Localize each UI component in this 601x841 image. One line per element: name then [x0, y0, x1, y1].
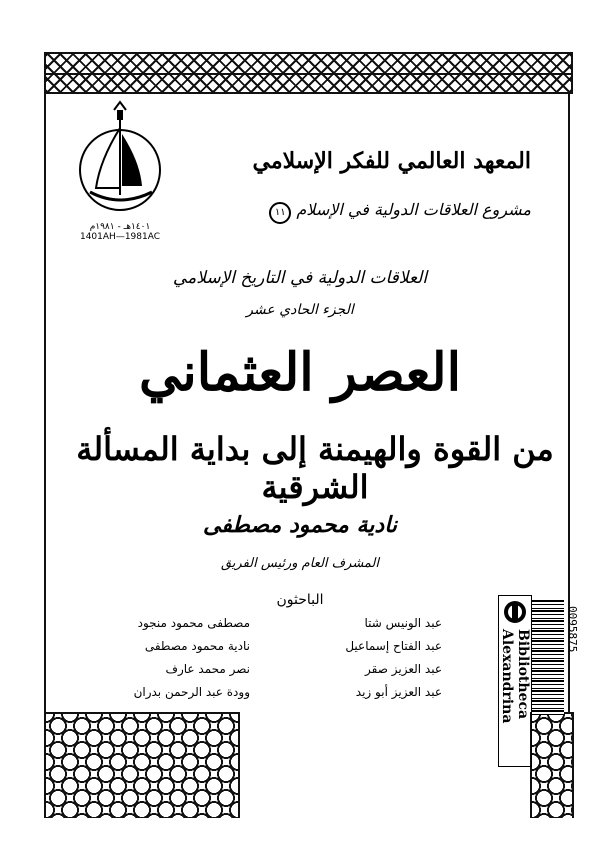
bottom-left-lattice-pattern — [44, 712, 240, 818]
logo-date-latin: 1401AH—1981AC — [79, 232, 160, 242]
researchers-heading: الباحثون — [276, 592, 324, 608]
author-name: نادية محمود مصطفى — [202, 512, 398, 538]
library-label: Bibliotheca Alexandrina — [499, 629, 531, 724]
left-border-line — [44, 92, 46, 712]
series-number-badge: ١١ — [269, 202, 291, 224]
series-title: العلاقات الدولية في التاريخ الإسلامي — [172, 268, 428, 288]
main-title: العصر العثماني — [138, 342, 462, 403]
top-ornamental-border — [44, 52, 573, 94]
author-role: المشرف العام ورئيس الفريق — [220, 556, 380, 571]
researcher-name: وودة عبد الرحمن بدران — [133, 685, 250, 699]
institute-name: المعهد العالمي للفكر الإسلامي — [252, 148, 531, 174]
researcher-name: عبد العزيز صقر — [365, 662, 442, 676]
researcher-name: عبد العزيز أبو زيد — [355, 685, 442, 699]
ship-emblem-icon — [70, 100, 170, 218]
institute-logo — [70, 100, 170, 240]
researcher-name: نادية محمود مصطفى — [144, 639, 250, 653]
researcher-name: عبد الفتاح إسماعيل — [345, 639, 442, 653]
subtitle: من القوة والهيمنة إلى بداية المسألة الشرقية — [76, 430, 554, 506]
project-line — [191, 200, 531, 224]
bottom-right-lattice-pattern — [530, 712, 574, 818]
logo-date-hijri: ١٤٠١هـ - ١٩٨١م — [89, 222, 151, 232]
researchers-left-column — [90, 612, 250, 704]
researcher-name: مصطفى محمود منجود — [137, 616, 250, 630]
part-number: الجزء الحادي عشر — [246, 302, 354, 318]
barcode-number: 0095875 — [566, 606, 579, 653]
researchers-right-column — [282, 612, 442, 704]
barcode — [532, 600, 564, 715]
library-sticker — [498, 595, 532, 767]
project-name: مشروع العلاقات الدولية في الإسلام — [296, 200, 531, 219]
library-logo-icon — [500, 599, 530, 625]
researcher-name: عبد الونيس شتا — [364, 616, 442, 630]
researcher-name: نصر محمد عارف — [165, 662, 250, 676]
